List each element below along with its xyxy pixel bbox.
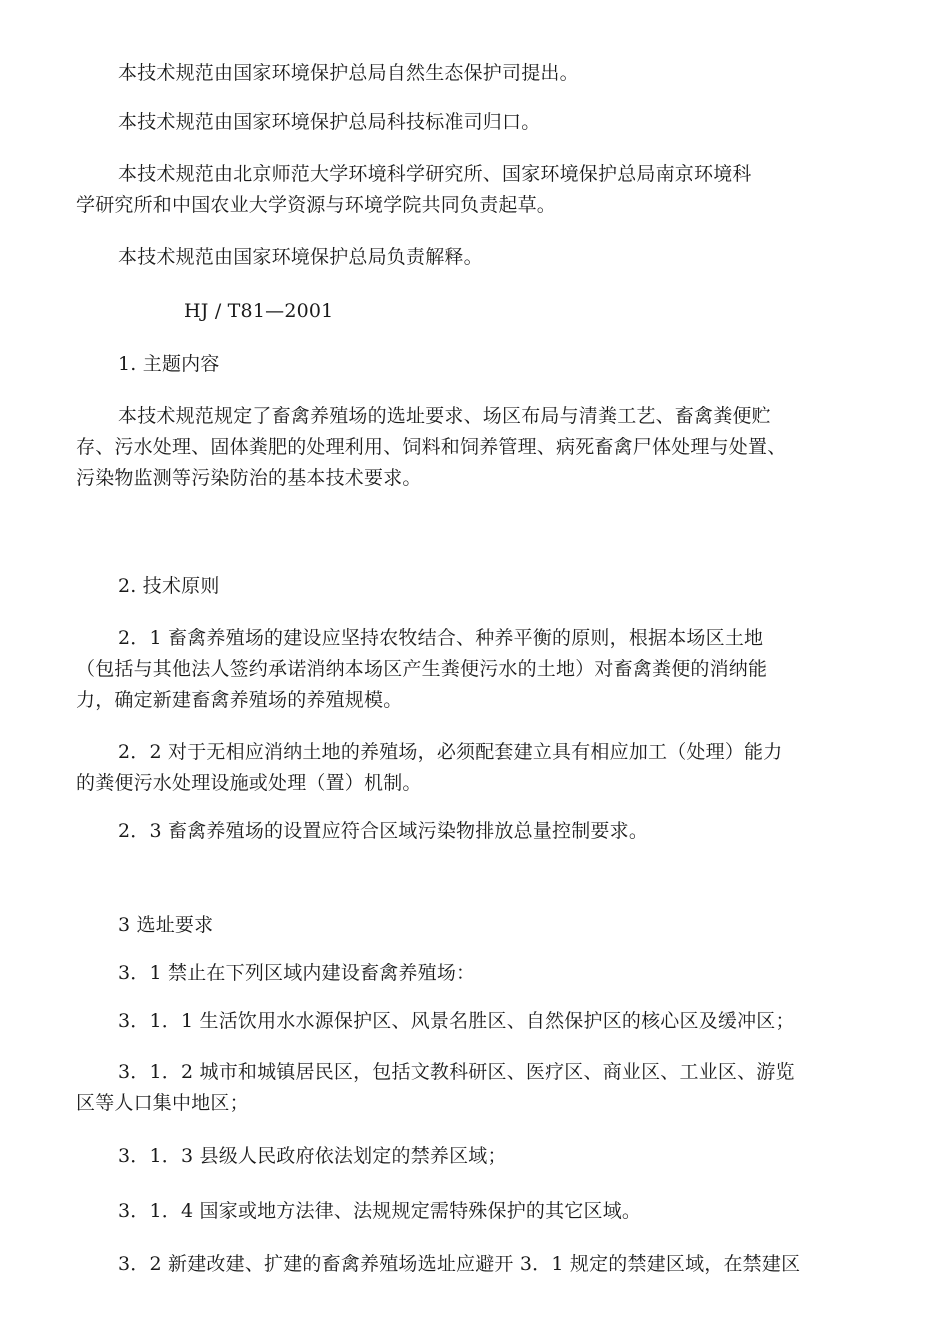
clause-3-1-4 [76, 1196, 918, 1227]
text-line: 2. 技术原则 [118, 575, 220, 597]
text-line: 3 选址要求 [118, 914, 214, 936]
text-line: （包括与其他法人签约承诺消纳本场区产生粪便污水的土地）对畜禽粪便的消纳能 [76, 658, 768, 680]
text-line: 3．1 禁止在下列区域内建设畜禽养殖场： [118, 962, 476, 984]
text-line: HJ / T81—2001 [184, 300, 334, 322]
paragraph-drafters [76, 159, 876, 221]
text-line: 污染物监测等污染防治的基本技术要求。 [76, 467, 422, 489]
text-line: 学研究所和中国农业大学资源与环境学院共同负责起草。 [76, 194, 557, 216]
text-line: 3．1．3 县级人民政府依法划定的禁养区域； [118, 1145, 507, 1167]
text-line: 力，确定新建畜禽养殖场的养殖规模。 [76, 689, 403, 711]
text-line: 2．3 畜禽养殖场的设置应符合区域污染物排放总量控制要求。 [118, 820, 649, 842]
clause-3-1 [76, 958, 918, 989]
clause-2-3 [76, 816, 918, 847]
clause-3-1-3 [76, 1141, 918, 1172]
text-line: 存、污水处理、固体粪肥的处理利用、饲料和饲养管理、病死畜禽尸体处理与处置、 [76, 436, 787, 458]
clause-3-1-1 [76, 1006, 918, 1037]
text-line: 本技术规范由北京师范大学环境科学研究所、国家环境保护总局南京环境科 [118, 163, 752, 185]
text-line: 2．1 畜禽养殖场的建设应坚持农牧结合、种养平衡的原则，根据本场区土地 [118, 627, 764, 649]
section-heading-3 [76, 910, 918, 941]
paragraph-proposer [76, 58, 918, 89]
text-line: 本技术规范由国家环境保护总局自然生态保护司提出。 [118, 62, 579, 84]
paragraph-scope [76, 401, 876, 494]
paragraph-interpreter [76, 242, 918, 273]
text-line: 本技术规范由国家环境保护总局科技标准司归口。 [118, 111, 541, 133]
clause-2-1 [76, 623, 876, 716]
text-line: 区等人口集中地区； [76, 1092, 249, 1114]
section-heading-2 [76, 571, 918, 602]
paragraph-administrator [76, 107, 918, 138]
standard-code [76, 296, 950, 327]
text-line: 3．1．4 国家或地方法律、法规规定需特殊保护的其它区域。 [118, 1200, 642, 1222]
text-line: 3．2 新建改建、扩建的畜禽养殖场选址应避开 3．1 规定的禁建区域，在禁建区 [118, 1253, 801, 1275]
text-line: 本技术规范规定了畜禽养殖场的选址要求、场区布局与清粪工艺、畜禽粪便贮 [118, 405, 771, 427]
text-line: 2．2 对于无相应消纳土地的养殖场，必须配套建立具有相应加工（处理）能力 [118, 741, 783, 763]
section-heading-1 [76, 349, 918, 380]
clause-3-2 [76, 1249, 918, 1280]
text-line: 3．1．1 生活饮用水水源保护区、风景名胜区、自然保护区的核心区及缓冲区； [118, 1010, 795, 1032]
text-line: 1. 主题内容 [118, 353, 220, 375]
clause-3-1-2 [76, 1057, 876, 1119]
text-line: 的粪便污水处理设施或处理（置）机制。 [76, 772, 422, 794]
clause-2-2 [76, 737, 876, 799]
text-line: 3．1．2 城市和城镇居民区，包括文教科研区、医疗区、商业区、工业区、游览 [118, 1061, 795, 1083]
text-line: 本技术规范由国家环境保护总局负责解释。 [118, 246, 483, 268]
